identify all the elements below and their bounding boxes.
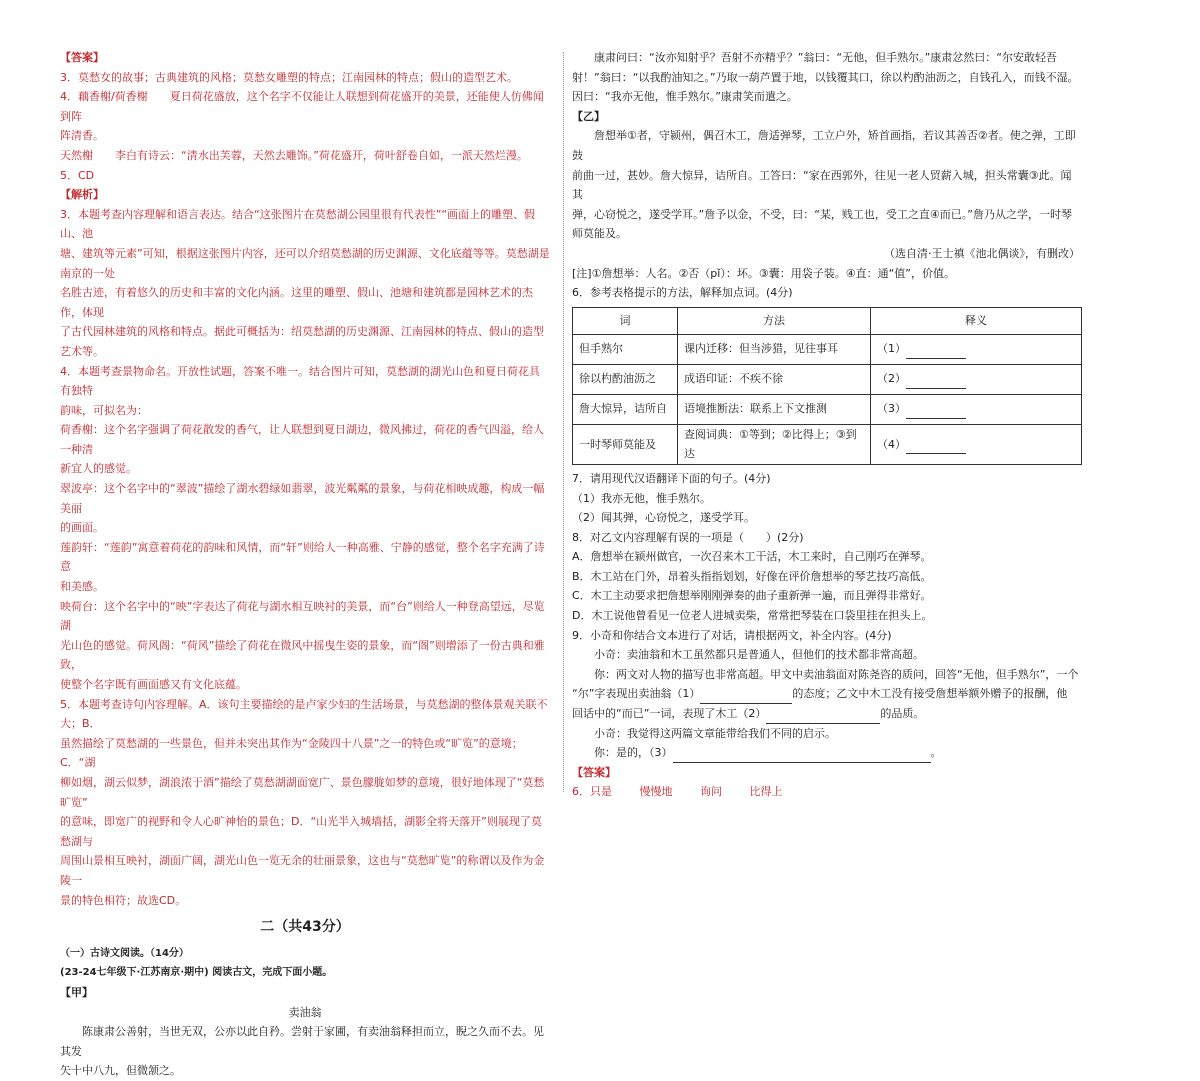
answer-blank[interactable] [906, 344, 966, 359]
passage-yi-line1: 詹想举①者，守颍州，偶召木工，詹适弹琴，工立户外，矫首画指，若议其善否②者。使之弹，工即鼓 [572, 129, 1076, 162]
passage-jia-title: 卖油翁 [288, 1005, 322, 1019]
q6-table [572, 307, 1082, 465]
analysis-line: 莲韵轩：“莲韵”寓意着荷花的韵味和风情，而“轩”则给人一种高雅、宁静的感觉，整个名字充满了诗意 [60, 540, 545, 574]
passage-yi-line3: 弹，心窃悦之，遂受学耳。”詹予以金，不受，曰：“某，贱工也，受工之直④而已。”詹乃从之学，一时琴 [572, 207, 1072, 221]
analysis-line: 塘、建筑等元素”可知，根据这张图片内容，还可以介绍莫愁湖的历史渊源、文化底蕴等等。莫愁湖是南京的一处 [60, 246, 550, 280]
dialogue-line-5: 小奇：我觉得这两篇文章能带给我们不同的启示。 [594, 726, 836, 740]
option-a: A．詹想举在颍州做官，一次召来木工干活，木工来时，自己刚巧在弹琴。 [572, 550, 932, 564]
passage-source: （选自清·王士禛《池北偶谈》，有删改） [884, 246, 1080, 260]
table-cell-word: 詹大惊异，诘所自 [573, 394, 678, 424]
analysis-tag: 【解析】 [60, 188, 104, 202]
table-row [573, 394, 1082, 424]
analysis-line: 荷香榭：这个名字强调了荷花散发的香气，让人联想到夏日湖边，微风拂过，荷花的香气四溢，给人一种清 [60, 423, 544, 456]
answer-blank[interactable] [906, 404, 966, 419]
question-7-1: （1）我亦无他，惟手熟尔。 [572, 491, 711, 505]
answer-tag: 【答案】 [572, 765, 616, 779]
dialogue-line-2: 你：两文对人物的描写也非常高超。甲文中卖油翁面对陈尧咨的质问，回答“无他，但手熟尔”，一个 [594, 667, 1079, 681]
passage-jia-cont-1: 康肃问曰：“汝亦知射乎？吾射不亦精乎？”翁曰：“无他，但手熟尔。”康肃忿然曰：“尔安敢轻吾 [594, 51, 1057, 64]
left-column [60, 48, 550, 1081]
analysis-line: 的意味，即宽广的视野和令人心旷神怡的景色；D．“山光半入城墙括，湖影全将天落开”则展现了莫愁湖与 [60, 815, 542, 848]
answer-4-line1: 4．藕香榭/荷香榭 夏日荷花盛放，这个名字不仅能让人联想到荷花盛开的美景，还能使人仿佛闻到阵 [60, 90, 544, 123]
analysis-line: 映荷台：这个名字中的“映”字表达了荷花与湖水相互映衬的美景，而“台”则给人一种登高望远，尽览湖 [60, 599, 545, 633]
analysis-line: 景的特色相符；故选CD。 [60, 893, 187, 907]
answer-6-item: 6．只是 [572, 785, 612, 799]
answer-6-item: 慢慢地 [639, 785, 673, 799]
passage-jia-line1: 陈康肃公善射，当世无双，公亦以此自矜。尝射于家圃，有卖油翁释担而立，睨之久而不去。见其发 [60, 1025, 544, 1058]
answer-number: （1） [877, 342, 906, 356]
answer-number: （3） [877, 402, 906, 416]
answer-blank[interactable] [766, 709, 880, 724]
analysis-line: 5．本题考查诗句内容理解。A．该句主要描绘的是卢家少妇的生活场景，与莫愁湖的整体景观关联不大；B． [60, 697, 548, 731]
option-c: C．木工主动要求把詹想举刚刚弹奏的曲子重新弹一遍，而且弹得非常好。 [572, 589, 932, 603]
analysis-line: 新宜人的感觉。 [60, 462, 137, 476]
right-column [572, 48, 1080, 802]
table-header-row [573, 307, 1082, 334]
column-divider [563, 52, 565, 792]
subsection-title: （一）古诗文阅读。（14分） [60, 947, 189, 959]
table-header: 词 [573, 307, 678, 334]
table-header: 方法 [678, 307, 871, 334]
table-header: 释义 [871, 307, 1082, 334]
dialogue-text: 回话中的“而已”一词，表现了木工（2） [572, 707, 767, 721]
passage-yi-line4: 师莫能及。 [572, 227, 627, 241]
dialogue-text: “尔”字表现出卖油翁（1） [572, 687, 701, 701]
dialogue-line-1: 小奇：卖油翁和木工虽然都只是普通人，但他们的技术都非常高超。 [594, 648, 924, 662]
analysis-line: 光山色的感觉。荷风阁：“荷风”描绘了荷花在微风中摇曳生姿的景象，而“阁”则增添了一份古典和雅致， [60, 638, 545, 672]
table-cell-answer[interactable] [871, 334, 1082, 364]
passage-jia-tag: 【甲】 [60, 985, 93, 999]
section-title: 二（共43分） [260, 919, 350, 936]
analysis-line: 了古代园林建筑的风格和特点。据此可概括为：绍莫愁湖的历史渊源、江南园林的特点、假山的造型艺术等。 [60, 325, 544, 358]
answer-6 [572, 782, 1080, 802]
analysis-line: 韵味，可拟名为： [60, 403, 148, 417]
dialogue-text: 的品质。 [880, 707, 925, 721]
answer-number: （4） [877, 437, 906, 451]
dialogue-text: 你：是的，（3） [594, 746, 673, 760]
table-row [573, 424, 1082, 464]
table-row [573, 334, 1082, 364]
answer-5: 5．CD [60, 168, 95, 182]
table-cell-method: 课内迁移：但当涉猎，见往事耳 [678, 334, 871, 364]
answer-blank[interactable] [700, 689, 792, 704]
analysis-line: 使整个名字既有画面感又有文化底蕴。 [60, 678, 247, 691]
passage-jia-line2: 矢十中八九，但微颔之。 [60, 1064, 181, 1078]
analysis-block [60, 205, 550, 910]
analysis-line: 3．本题考查内容理解和语言表达。结合“这张图片在莫愁湖公园里很有代表性”“画面上的雕塑、假山、池 [60, 207, 536, 241]
question-source: (23-24七年级下·江苏南京·期中) 阅读古文，完成下面小题。 [60, 967, 333, 979]
dialogue-line-4 [572, 704, 1080, 724]
question-8: 8．对乙文内容理解有误的一项是（ ）(2分) [572, 530, 804, 544]
dialogue-text: 。 [930, 746, 942, 760]
analysis-line: 虽然描绘了莫愁湖的一些景色，但并未突出其作为“金陵四十八景”之一的特色或“旷览”的意境；C．“湖 [60, 736, 523, 770]
dialogue-line-6 [572, 743, 1080, 763]
analysis-line: 柳如烟，湖云似梦，湖浪浓于酒”描绘了莫愁湖湖面宽广、景色朦胧如梦的意境，很好地体现了“莫愁旷览” [60, 775, 545, 809]
analysis-line: 和美感。 [60, 580, 104, 594]
table-cell-method: 成语印证：不疾不徐 [678, 364, 871, 394]
table-cell-answer[interactable] [871, 424, 1082, 464]
table-cell-method: 语境推断法：联系上下文推测 [678, 394, 871, 424]
table-row [573, 364, 1082, 394]
analysis-line: 4．本题考查景物命名。开放性试题，答案不唯一。结合图片可知，莫愁湖的湖光山色和夏日荷花具有独特 [60, 364, 540, 398]
passage-jia-cont-2: 射！”翁曰：“以我酌油知之。”乃取一葫芦置于地，以钱覆其口，徐以杓酌油沥之，自钱孔入，而钱不湿。 [572, 70, 1079, 84]
answer-3: 3．莫愁女的故事；古典建筑的风格；莫愁女雕塑的特点；江南园林的特点；假山的造型艺术。 [60, 70, 518, 84]
answer-number: （2） [877, 372, 906, 386]
table-cell-answer[interactable] [871, 364, 1082, 394]
answer-blank[interactable] [906, 439, 966, 454]
table-cell-word: 一时琴师莫能及 [573, 424, 678, 464]
passage-yi-tag: 【乙】 [572, 109, 605, 123]
table-cell-word: 徐以杓酌油沥之 [573, 364, 678, 394]
answer-6-item: 询问 [700, 785, 722, 799]
passage-notes: [注]①詹想举：人名。②否（pǐ）：坏。③囊：用袋子装。④直：通“值”，价值。 [572, 266, 955, 280]
question-9: 9．小奇和你结合文本进行了对话，请根据两文，补全内容。(4分) [572, 628, 892, 642]
answer-4-line3: 天然榭 李白有诗云：“清水出芙蓉，天然去雕饰。”荷花盛开，荷叶舒卷自如，一派天然烂漫。 [60, 148, 528, 162]
dialogue-text: 的态度；乙文中木工没有接受詹想举额外赠予的报酬，他 [792, 687, 1068, 701]
option-d: D．木工说他曾看见一位老人进城卖柴，常常把琴装在口袋里挂在担头上。 [572, 609, 933, 623]
table-cell-answer[interactable] [871, 394, 1082, 424]
table-cell-word: 但手熟尔 [573, 334, 678, 364]
answer-blank[interactable] [906, 374, 966, 389]
passage-yi-line2: 前曲一过，甚妙。詹大惊异，诘所自。工答曰：“家在西郭外，往见一老人贸薪入城，担头常囊③此。闻其 [572, 168, 1072, 202]
analysis-line: 周围山景相互映衬，湖面广阔，湖光山色一览无余的壮丽景象，这也与“莫愁旷览”的称谓以及作为金陵一 [60, 854, 545, 887]
question-7: 7．请用现代汉语翻译下面的句子。(4分) [572, 471, 771, 485]
analysis-line: 翠波亭：这个名字中的“翠波”描绘了湖水碧绿如翡翠，波光粼粼的景象，与荷花相映成趣，构成一幅美丽 [60, 482, 545, 515]
analysis-line: 的画面。 [60, 521, 104, 535]
question-6: 6．参考表格提示的方法，解释加点词。(4分) [572, 286, 793, 300]
answer-4-line2: 阵清香。 [60, 129, 104, 143]
table-cell-method: 查阅词典：①等到；②比得上；③到达 [678, 424, 871, 464]
analysis-line: 名胜古迹，有着悠久的历史和丰富的文化内涵。这里的雕塑、假山、池塘和建筑都是园林艺术的杰作，体现 [60, 286, 533, 319]
question-7-2: （2）闻其弹，心窃悦之，遂受学耳。 [572, 511, 755, 525]
answer-blank[interactable] [673, 748, 931, 763]
dialogue-line-3 [572, 684, 1080, 704]
answer-6-item: 比得上 [749, 785, 783, 799]
passage-jia-cont-3: 因曰：“我亦无他，惟手熟尔。”康肃笑而遣之。 [572, 90, 798, 104]
option-b: B．木工站在门外，昂着头指指划划，好像在评价詹想举的琴艺技巧高低。 [572, 569, 932, 583]
answer-tag: 【答案】 [60, 51, 104, 64]
